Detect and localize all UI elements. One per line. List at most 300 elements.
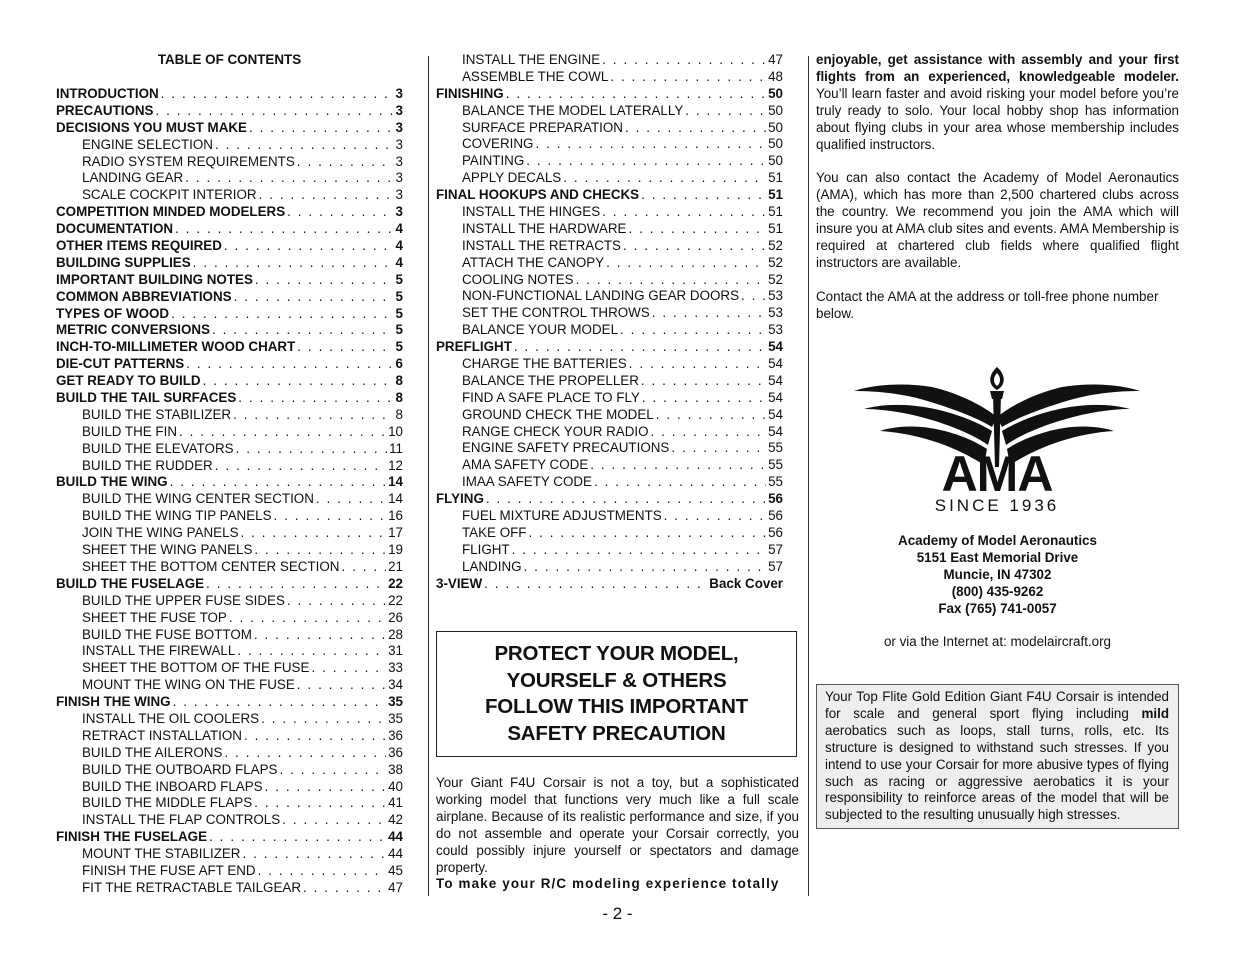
toc-leader-dots [641,373,766,390]
toc-entry [436,288,783,305]
toc-entry [56,863,403,880]
toc-entry-label: DECISIONS YOU MUST MAKE [56,119,247,135]
toc-entry-label: FLYING [436,491,484,507]
toc-entry-page: 54 [768,372,783,388]
column-divider-left [428,56,429,896]
toc-entry-page: 28 [388,626,403,642]
toc-leader-dots [741,288,766,305]
toc-entry [436,136,783,153]
toc-entry [436,204,783,221]
toc-entry-page: 47 [388,879,403,895]
toc-leader-dots [316,491,386,508]
toc-entry-page: 50 [768,85,783,101]
toc-entry-page: 3 [395,153,403,169]
toc-entry-label: BUILD THE MIDDLE FLAPS [82,795,253,811]
toc-entry-label: OTHER ITEMS REQUIRED [56,238,222,254]
toc-entry-page: 52 [768,254,783,270]
toc-list-2 [436,52,783,593]
toc-leader-dots [244,728,386,745]
toc-entry [436,170,783,187]
toc-leader-dots [311,660,386,677]
toc-leader-dots [242,846,386,863]
toc-entry-label: 3-VIEW [436,575,483,591]
toc-leader-dots [524,559,767,576]
toc-entry [56,255,403,272]
toc-leader-dots [170,474,387,491]
column-divider-right [808,56,809,896]
toc-entry [436,440,783,457]
toc-leader-dots [206,576,386,593]
ama-info-text [816,52,1179,339]
paragraph-assistance-bold: enjoyable, get assistance with assembly and your first flights from an experienced, knowledgeable modeler. [816,52,1179,84]
toc-entry-label: INSTALL THE ENGINE [462,52,601,67]
toc-entry-page: 50 [768,119,783,135]
toc-entry [56,86,403,103]
toc-leader-dots [215,458,386,475]
toc-entry-page: 50 [768,136,783,152]
toc-entry-page: 42 [388,812,403,828]
toc-leader-dots [282,812,386,829]
toc-entry [56,762,403,779]
toc-entry-label: BUILD THE UPPER FUSE SIDES [82,592,285,608]
toc-entry [56,221,403,238]
toc-leader-dots [203,373,394,390]
toc-entry-page: 57 [768,541,783,557]
toc-entry-label: ENGINE SAFETY PRECAUTIONS [462,440,670,456]
toc-entry [56,677,403,694]
toc-entry-label: INCH-TO-MILLIMETER WOOD CHART [56,339,296,355]
toc-entry-page: 56 [768,491,783,507]
toc-entry-page: 8 [395,406,403,422]
toc-entry [56,424,403,441]
toc-leader-dots [287,204,393,221]
toc-entry [56,356,403,373]
toc-leader-dots [155,103,393,120]
toc-entry-page: 3 [395,136,403,152]
toc-entry-page: 10 [388,423,403,439]
toc-leader-dots [254,542,386,559]
toc-entry-label: LANDING [462,558,522,574]
toc-entry-page: 26 [388,609,403,625]
toc-entry-page: 52 [768,271,783,287]
toc-entry-page: 55 [768,440,783,456]
toc-entry-page: 47 [768,52,783,67]
toc-leader-dots [297,339,393,356]
toc-entry-label: BUILDING SUPPLIES [56,254,191,270]
toc-entry-label: FINISH THE FUSE AFT END [82,862,256,878]
toc-entry-page: 52 [768,237,783,253]
safety-paragraph: Your Giant F4U Corsair is not a toy, but a sophisticated working model that functions very much like a full scale airplane. Because of its realistic performance and size, if you do not assemble and operate your Corsair correctly, you could possibly injure yourself or spectators and damage property. [436,775,799,875]
toc-entry-label: INSTALL THE OIL COOLERS [82,710,260,726]
toc-leader-dots [514,339,766,356]
toc-entry [56,846,403,863]
toc-entry [56,829,403,846]
toc-entry-label: COMPETITION MINDED MODELERS [56,204,286,220]
toc-entry-label: RADIO SYSTEM REQUIREMENTS [82,153,295,169]
toc-entry-page: 51 [768,187,783,203]
toc-entry-page: 55 [768,474,783,490]
toc-entry-label: RANGE CHECK YOUR RADIO [462,423,649,439]
toc-entry-page: 3 [395,187,403,203]
toc-entry-label: FINISH THE WING [56,694,171,710]
toc-entry-label: INSTALL THE HINGES [462,204,601,220]
note-text-bold: mild [1141,705,1169,721]
toc-entry [56,660,403,677]
toc-leader-dots [255,272,394,289]
note-text-start: Your Top Flite Gold Edition Giant F4U Corsair is intended for scale and general sport flying including [825,689,1169,721]
toc-entry-page: 57 [768,558,783,574]
toc-leader-dots [602,204,766,221]
toc-entry-label: BUILD THE WING CENTER SECTION [82,491,314,507]
toc-entry-label: BUILD THE OUTBOARD FLAPS [82,761,278,777]
toc-entry-page: 41 [388,795,403,811]
toc-entry [56,559,403,576]
toc-entry [56,610,403,627]
paragraph-ama: You can also contact the Academy of Model Aeronautics (AMA), which has more than 2,500 chartered clubs across the country. We recommend you join the AMA which will insure you at AMA club sites and events. AMA Membership is required at chartered club fields where qualified flight instructors are available. [816,170,1179,270]
toc-entry-page: 53 [768,322,783,338]
toc-entry-page: 14 [388,474,403,490]
toc-entry-page: 44 [388,846,403,862]
toc-entry [56,745,403,762]
toc-entry [56,390,403,407]
toc-entry-label: SHEET THE FUSE TOP [82,609,227,625]
toc-entry [436,491,783,508]
toc-entry [436,322,783,339]
toc-entry-label: MOUNT THE WING ON THE FUSE [82,677,295,693]
toc-leader-dots [186,356,393,373]
toc-entry-page: Back Cover [709,575,783,591]
toc-entry-label: DOCUMENTATION [56,221,174,237]
toc-entry-page: 45 [388,862,403,878]
toc-leader-dots [528,525,766,542]
toc-entry-label: APPLY DECALS [462,170,562,186]
paragraph-assistance-rest: You’ll learn faster and avoid risking your model before you’re truly ready to solo. Your local hobby shop has information about flying clubs in your area whose membership includes qualified instructors. [816,85,1179,152]
toc-entry-label: BALANCE THE PROPELLER [462,372,639,388]
toc-entry-label: INSTALL THE FIREWALL [82,643,236,659]
toc-entry-page: 50 [768,102,783,118]
toc-leader-dots [212,322,394,339]
toc-column-2 [436,52,783,593]
toc-leader-dots [671,440,766,457]
toc-leader-dots [628,221,766,238]
ama-logo [852,365,1142,515]
toc-leader-dots [229,610,386,627]
ama-address [816,533,1179,618]
toc-entry-label: GET READY TO BUILD [56,373,201,389]
toc-leader-dots [161,86,394,103]
toc-entry-label: BUILD THE ELEVATORS [82,440,234,456]
toc-leader-dots [512,542,766,559]
toc-entry [56,322,403,339]
toc-entry [56,187,403,204]
toc-leader-dots [185,170,393,187]
toc-entry-page: 38 [388,761,403,777]
toc-leader-dots [620,322,766,339]
toc-entry-page: 36 [388,727,403,743]
toc-entry [436,153,783,170]
toc-entry [56,339,403,356]
toc-entry-page: 4 [395,221,403,237]
toc-leader-dots [249,120,394,137]
address-line: Fax (765) 741-0057 [938,600,1057,616]
toc-entry [436,52,783,69]
toc-entry [56,154,403,171]
toc-entry-label: PRECAUTIONS [56,102,154,118]
toc-entry-page: 56 [768,508,783,524]
toc-entry-label: JOIN THE WING PANELS [82,525,239,541]
toc-entry-page: 5 [395,339,403,355]
toc-entry-label: FLIGHT [462,541,510,557]
toc-entry-label: AMA SAFETY CODE [462,457,589,473]
toc-list-1 [56,86,403,897]
toc-entry [56,694,403,711]
toc-entry-label: FIND A SAFE PLACE TO FLY [462,389,640,405]
toc-leader-dots [261,711,386,728]
toc-entry-page: 22 [388,592,403,608]
toc-entry-page: 33 [388,660,403,676]
toc-entry [56,458,403,475]
toc-entry [56,373,403,390]
toc-entry-label: ENGINE SELECTION [82,136,213,152]
toc-entry [436,508,783,525]
ama-internet: or via the Internet at: modelaircraft.org [883,634,1111,649]
toc-leader-dots [258,863,386,880]
toc-entry-page: 31 [388,643,403,659]
ama-logo-since: SINCE 1936 [934,496,1060,515]
toc-leader-dots [535,136,766,153]
toc-entry-label: INSTALL THE HARDWARE [462,220,627,236]
toc-entry-page: 54 [768,339,783,355]
toc-entry [436,305,783,322]
toc-entry-label: GROUND CHECK THE MODEL [462,406,654,422]
toc-leader-dots [563,170,766,187]
address-line: 5151 East Memorial Drive [916,549,1079,565]
toc-entry [56,170,403,187]
toc-entry [56,272,403,289]
toc-leader-dots [224,238,394,255]
toc-entry [56,306,403,323]
toc-entry-page: 4 [395,238,403,254]
page-number: - 2 - [602,904,633,923]
toc-entry [436,390,783,407]
toc-entry [436,272,783,289]
toc-entry-label: BUILD THE TAIL SURFACES [56,390,237,406]
toc-entry-page: 50 [768,153,783,169]
toc-entry [56,795,403,812]
toc-entry-label: ASSEMBLE THE COWL [462,68,609,84]
safety-line: PROTECT YOUR MODEL, [494,642,739,665]
toc-leader-dots [606,255,766,272]
toc-entry-label: LANDING GEAR [82,170,184,186]
toc-entry-label: COVERING [462,136,534,152]
toc-leader-dots [486,491,766,508]
flying-note-box [816,684,1179,829]
toc-entry [436,424,783,441]
toc-leader-dots [341,559,386,576]
toc-leader-dots [175,221,394,238]
toc-leader-dots [623,238,766,255]
toc-leader-dots [576,272,766,289]
toc-entry [436,120,783,137]
toc-entry-label: SHEET THE WING PANELS [82,542,253,558]
toc-entry-label: BUILD THE AILERONS [82,744,223,760]
toc-entry-page: 51 [768,220,783,236]
toc-leader-dots [484,576,707,593]
toc-entry-page: 5 [395,305,403,321]
toc-entry-page: 16 [388,508,403,524]
toc-entry [56,643,403,660]
toc-leader-dots [233,407,393,424]
toc-entry-label: PAINTING [462,153,525,169]
toc-entry-page: 21 [388,558,403,574]
safety-line: FOLLOW THIS IMPORTANT [484,695,749,718]
toc-entry [56,238,403,255]
toc-leader-dots [259,187,394,204]
toc-leader-dots [590,457,766,474]
toc-entry [56,508,403,525]
toc-entry-label: SCALE COCKPIT INTERIOR [82,187,257,203]
toc-entry-label: BUILD THE RUDDER [82,457,213,473]
toc-entry-label: BUILD THE FUSE BOTTOM [82,626,252,642]
toc-entry-page: 51 [768,170,783,186]
toc-entry-page: 54 [768,423,783,439]
toc-leader-dots [215,137,394,154]
toc-leader-dots [610,69,766,86]
toc-title: TABLE OF CONTENTS [157,52,302,67]
toc-entry [56,728,403,745]
toc-entry-page: 19 [388,542,403,558]
toc-entry-page: 53 [768,288,783,304]
toc-leader-dots [179,424,386,441]
safety-warning-box [436,631,797,757]
toc-entry-page: 11 [389,440,403,456]
toc-entry-page: 22 [388,575,403,591]
toc-leader-dots [303,880,386,897]
safety-line: SAFETY PRECAUTION [507,721,726,745]
toc-entry-page: 40 [388,778,403,794]
toc-entry [56,812,403,829]
toc-leader-dots [274,508,387,525]
toc-entry-page: 8 [395,373,403,389]
toc-entry-label: BUILD THE FUSELAGE [56,575,205,591]
toc-entry-page: 34 [388,677,403,693]
toc-entry-page: 4 [395,254,403,270]
toc-leader-dots [602,52,766,69]
toc-entry-label: SET THE CONTROL THROWS [462,305,650,321]
toc-leader-dots [685,103,766,120]
toc-entry [56,542,403,559]
toc-entry-label: SHEET THE BOTTOM OF THE FUSE [82,660,310,676]
toc-leader-dots [656,407,766,424]
safety-bold-line: To make your R/C modeling experience totally [436,876,780,891]
toc-entry [436,69,783,86]
toc-entry [436,474,783,491]
toc-leader-dots [224,745,386,762]
ama-logo-text: AMA [941,446,1053,502]
toc-entry-label: IMAA SAFETY CODE [462,474,592,490]
toc-entry-page: 14 [388,491,403,507]
safety-line: YOURSELF & OTHERS [506,668,727,692]
toc-entry [56,289,403,306]
toc-entry [56,137,403,154]
toc-entry [436,407,783,424]
toc-leader-dots [173,694,387,711]
toc-entry-page: 35 [388,694,403,710]
toc-entry [56,779,403,796]
toc-entry-label: METRIC CONVERSIONS [56,322,211,338]
toc-leader-dots [265,779,387,796]
toc-entry-page: 5 [395,288,403,304]
toc-entry [56,525,403,542]
toc-entry [56,880,403,897]
toc-entry [56,204,403,221]
toc-entry-label: DIE-CUT PATTERNS [56,356,185,372]
toc-entry-label: COOLING NOTES [462,271,574,287]
toc-entry [56,474,403,491]
toc-entry-label: TYPES OF WOOD [56,305,170,321]
toc-entry-label: FINISH THE FUSELAGE [56,829,208,845]
toc-entry-label: MOUNT THE STABILIZER [82,846,241,862]
toc-entry-label: IMPORTANT BUILDING NOTES [56,271,253,287]
toc-entry-page: 3 [395,86,403,101]
toc-entry-label: ATTACH THE CANOPY [462,254,605,270]
toc-leader-dots [234,289,394,306]
toc-entry-label: FINAL HOOKUPS AND CHECKS [436,187,640,203]
toc-entry-label: SHEET THE BOTTOM CENTER SECTION [82,558,340,574]
toc-entry [436,339,783,356]
toc-entry-label: BUILD THE FIN [82,423,177,439]
toc-entry [56,407,403,424]
toc-entry-label: INSTALL THE FLAP CONTROLS [82,812,281,828]
toc-entry-label: BALANCE THE MODEL LATERALLY [462,102,684,118]
toc-leader-dots [629,356,766,373]
toc-leader-dots [297,154,394,171]
address-line: (800) 435-9262 [951,583,1044,599]
toc-entry-page: 53 [768,305,783,321]
toc-leader-dots [664,508,766,525]
toc-column-1 [56,52,403,897]
toc-entry [56,627,403,644]
toc-entry-page: 35 [388,710,403,726]
toc-entry-label: INSTALL THE RETRACTS [462,237,621,253]
toc-entry [436,238,783,255]
paragraph-assistance [816,52,1179,153]
toc-entry-label: BUILD THE INBOARD FLAPS [82,778,263,794]
toc-entry-label: FUEL MIXTURE ADJUSTMENTS [462,508,662,524]
toc-entry-label: SURFACE PREPARATION [462,119,623,135]
toc-entry-label: COMMON ABBREVIATIONS [56,288,232,304]
toc-entry-label: BUILD THE WING [56,474,168,490]
toc-entry [436,576,783,593]
toc-leader-dots [238,390,393,407]
address-line: Academy of Model Aeronautics [898,533,1097,548]
toc-leader-dots [241,525,387,542]
toc-entry [56,103,403,120]
toc-entry-page: 36 [388,744,403,760]
toc-entry-page: 3 [395,119,403,135]
toc-entry [436,559,783,576]
toc-entry [56,593,403,610]
toc-entry [436,356,783,373]
toc-entry [56,711,403,728]
toc-leader-dots [171,306,393,323]
toc-entry [436,86,783,103]
toc-entry [436,103,783,120]
toc-entry-page: 51 [768,204,783,220]
toc-leader-dots [526,153,766,170]
toc-entry-page: 17 [388,525,403,541]
toc-leader-dots [625,120,766,137]
